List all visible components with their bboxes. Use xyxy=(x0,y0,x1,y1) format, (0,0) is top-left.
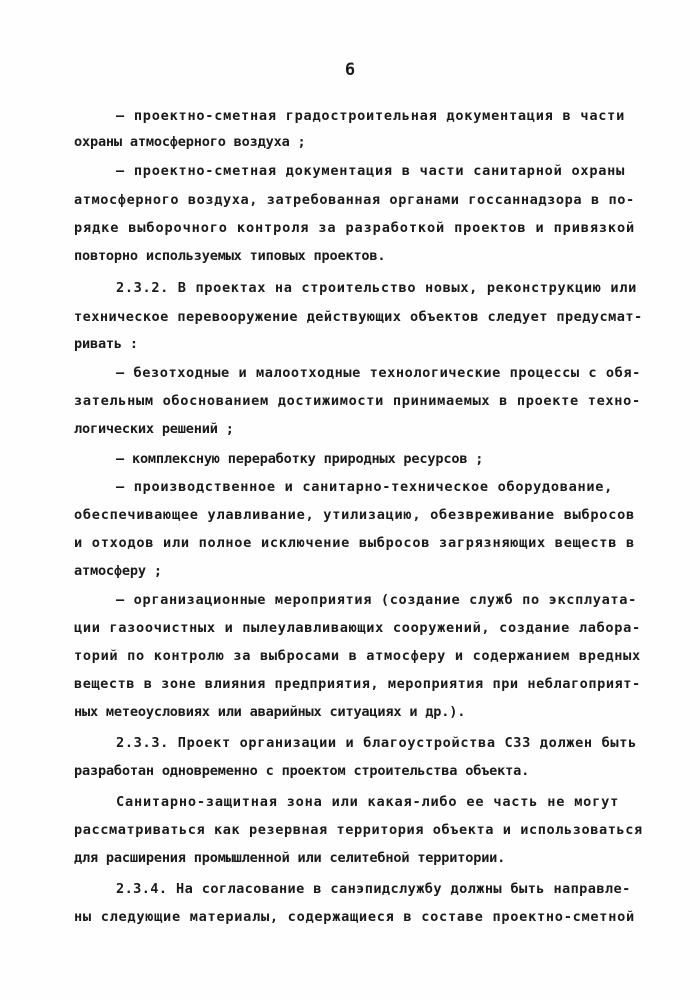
text-line: 2.3.3. Проект организации и благоустройства СЗЗ должен быть xyxy=(116,735,637,751)
text-line: 2.3.4. На согласование в санэпидслужбу должны быть направле- xyxy=(116,881,631,897)
text-line: – производственное и санитарно-техническое оборудование, xyxy=(116,479,614,495)
text-line: логических решений ; xyxy=(74,421,234,437)
text-line: – комплексную переработку природных ресурсов ; xyxy=(116,451,484,467)
text-line: техническое перевооружение действующих объектов следует предусмат- xyxy=(74,309,643,325)
text-line: – проектно-сметная документация в части санитарной охраны xyxy=(116,163,626,179)
text-line: охраны атмосферного воздуха ; xyxy=(74,134,306,150)
text-line: веществ в зоне влияния предприятия, мероприятия при неблагоприят- xyxy=(74,676,641,692)
text-line: разработан одновременно с проектом строительства объекта. xyxy=(74,763,530,779)
text-line: повторно используемых типовых проектов. xyxy=(74,248,386,264)
text-line: зательным обоснованием достижимости принимаемых в проекте техно- xyxy=(74,393,641,409)
text-line: – безотходные и малоотходные технологические процессы с обя- xyxy=(116,365,641,381)
text-line: 2.3.2. В проектах на строительство новых, реконструкцию или xyxy=(116,280,637,296)
text-line: рассматриваться как резервная территория объекта и использоваться xyxy=(74,822,643,838)
text-line: атмосферного воздуха, затребованная органами госсаннадзора в по- xyxy=(74,192,635,208)
text-line: – проектно-сметная градостроительная документация в части xyxy=(116,108,626,124)
text-line: и отходов или полное исключение выбросов загрязняющих веществ в xyxy=(74,535,635,551)
text-line: для расширения промышленной или селитебной территории. xyxy=(74,850,506,866)
text-line: ных метеоусловиях или аварийных ситуациях и др.). xyxy=(74,704,466,720)
text-line: ривать : xyxy=(74,336,138,352)
text-line: атмосферу ; xyxy=(74,563,162,579)
text-line: рядке выборочного контроля за разработкой проектов и привязкой xyxy=(74,220,636,236)
text-line: обеспечивающее улавливание, утилизацию, обезвреживание выбросов xyxy=(74,507,635,523)
text-line: торий по контролю за выбросами в атмосферу и содержанием вредных xyxy=(74,648,641,664)
text-line: Санитарно-защитная зона или какая-либо ее часть не могут xyxy=(116,794,620,810)
text-line: ции газоочистных и пылеулавливающих сооружений, создание лабора- xyxy=(74,620,641,636)
page-number: 6 xyxy=(344,60,356,80)
text-line: ны следующие материалы, содержащиеся в составе проектно-сметной xyxy=(74,909,635,925)
text-line: – организационные мероприятия (создание служб по эксплуата- xyxy=(116,592,637,608)
